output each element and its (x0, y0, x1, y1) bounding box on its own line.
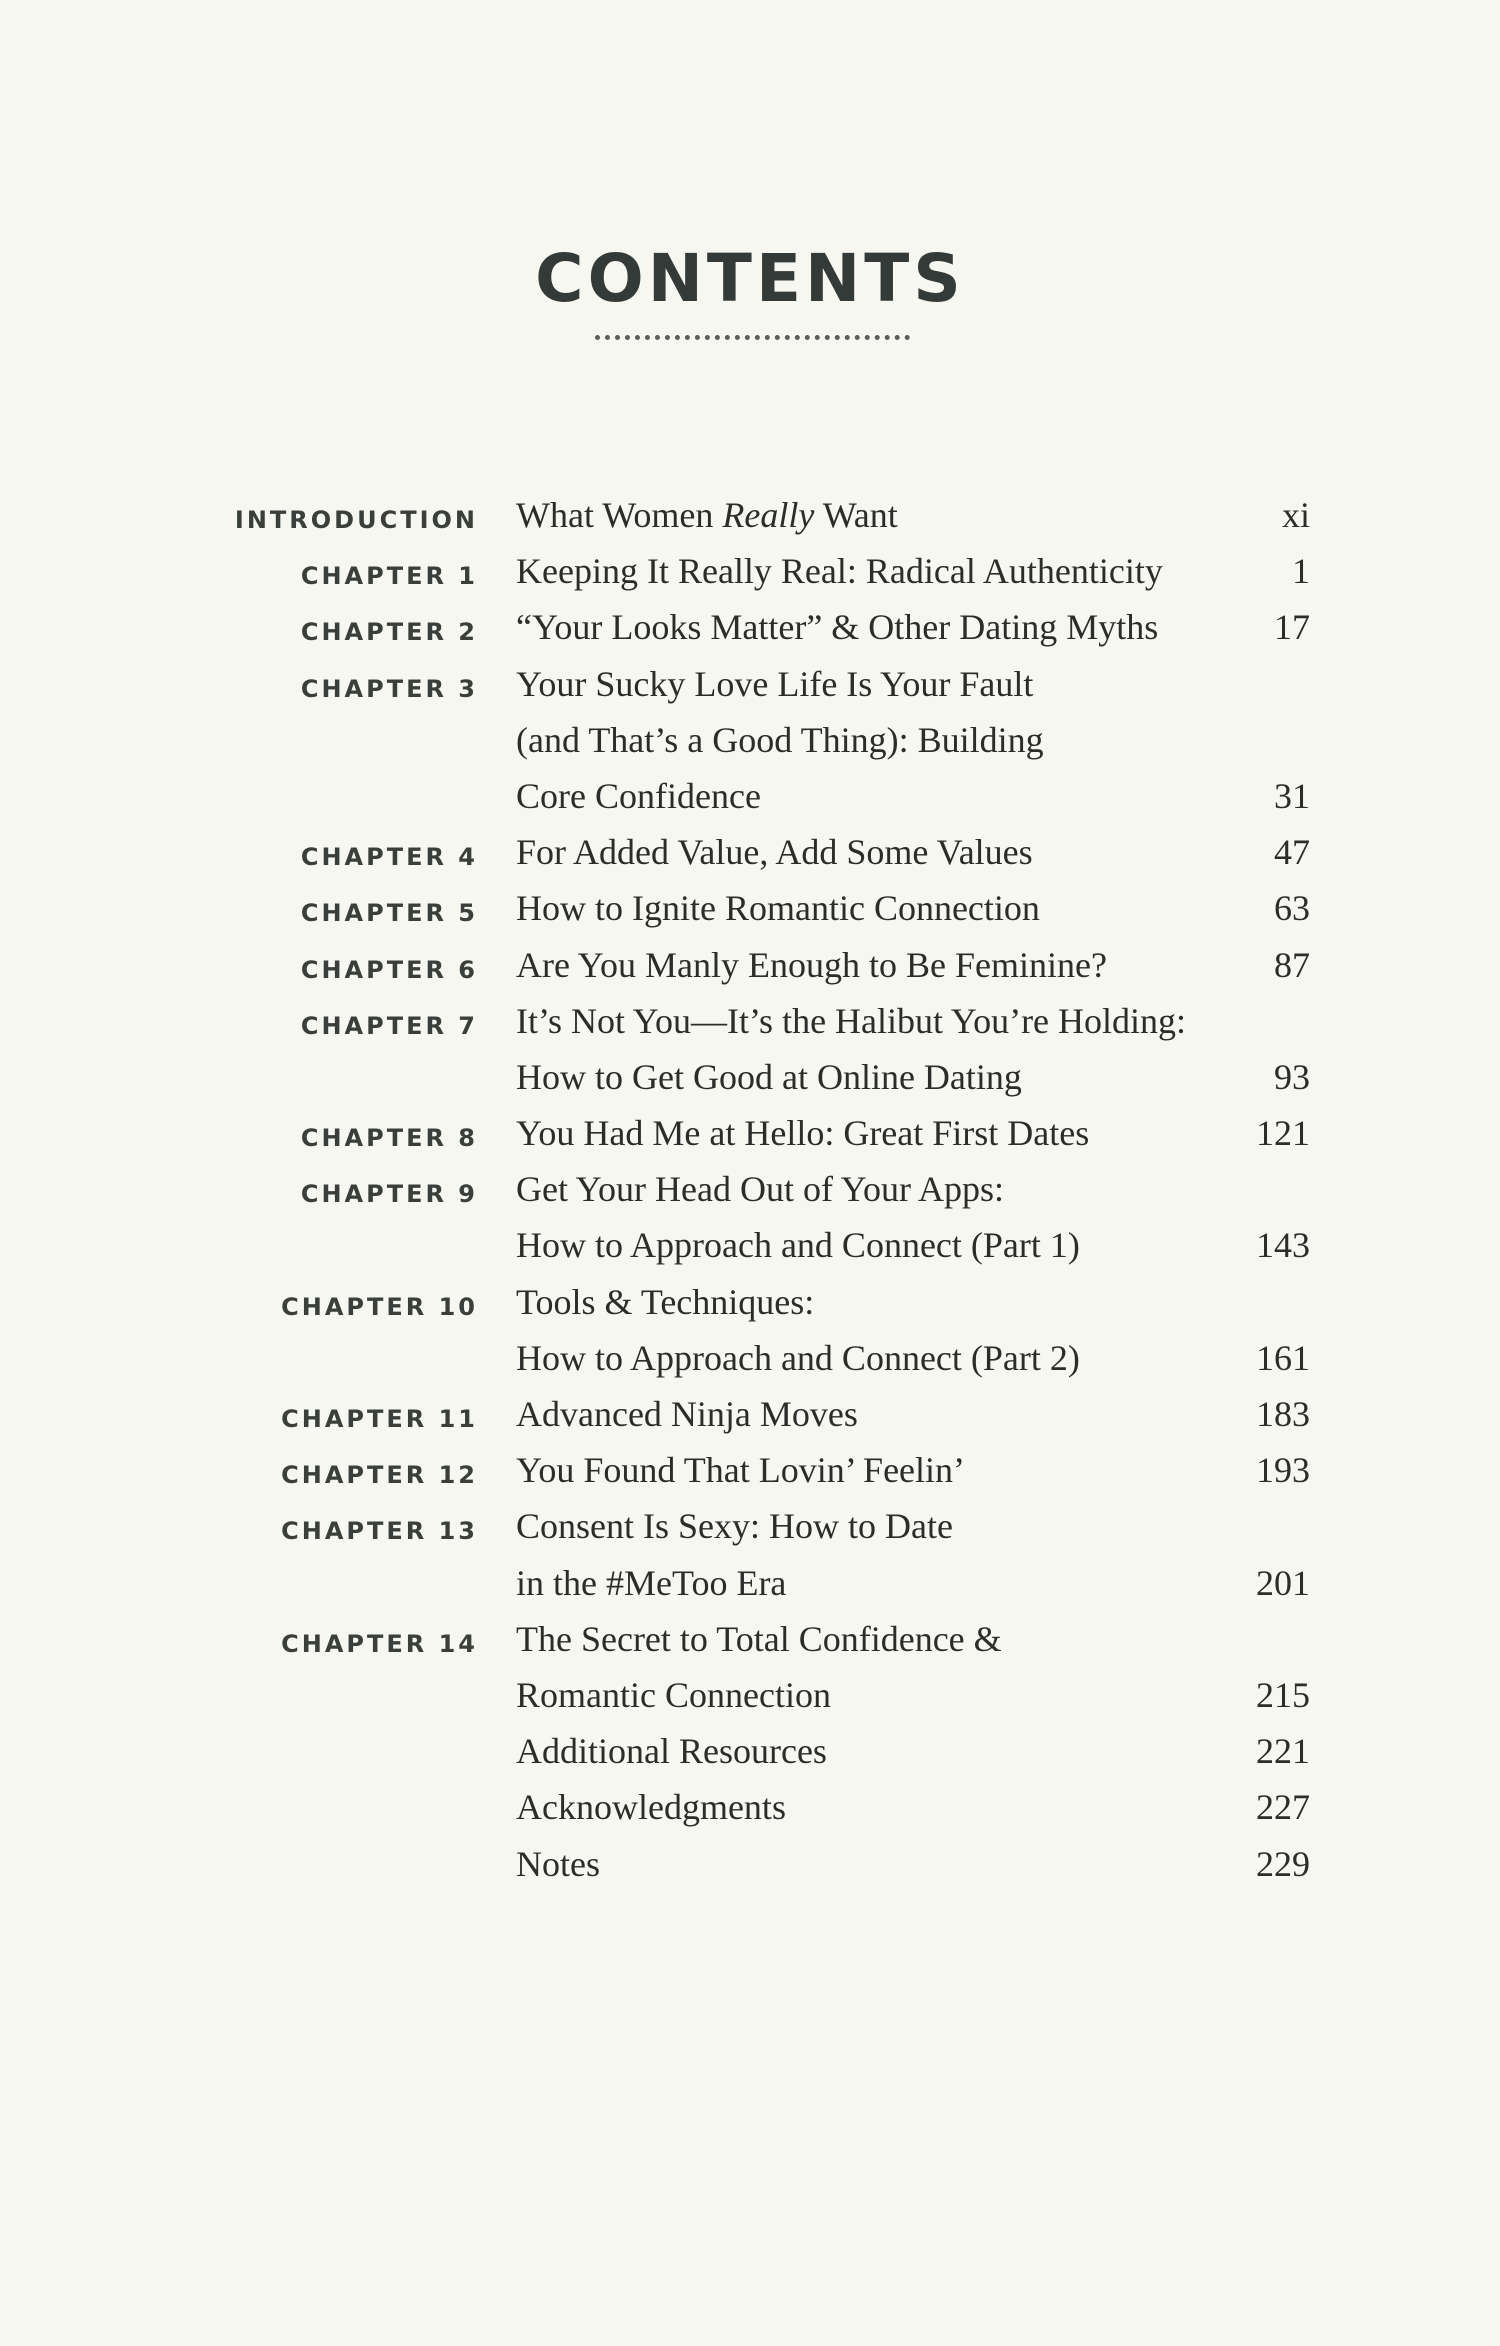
toc-row (0, 881, 1500, 937)
chapter-title: How to Get Good at Online Dating (516, 1056, 1022, 1097)
chapter-label: CHAPTER 4 (300, 843, 478, 872)
toc-row (0, 1499, 1500, 1555)
toc-row (0, 1443, 1500, 1499)
chapter-label: CHAPTER 14 (281, 1629, 478, 1658)
toc-row (0, 994, 1500, 1050)
page-number: 1 (1292, 551, 1310, 592)
page-number: 183 (1256, 1394, 1310, 1434)
page-number: 93 (1274, 1056, 1310, 1097)
page-number: 193 (1256, 1450, 1310, 1491)
chapter-title: For Added Value, Add Some Values (516, 832, 1033, 873)
toc-row (0, 825, 1500, 881)
chapter-title: (and That’s a Good Thing): Building (516, 719, 1044, 760)
chapter-label: CHAPTER 3 (300, 674, 478, 703)
toc-row (0, 938, 1500, 994)
chapter-title: Notes (516, 1843, 600, 1884)
toc-row (0, 1387, 1500, 1443)
chapter-title: Are You Manly Enough to Be Feminine? (516, 944, 1107, 985)
chapter-label: CHAPTER 2 (300, 618, 478, 647)
chapter-label: CHAPTER 7 (300, 1011, 478, 1040)
page-title: CONTENTS (535, 240, 965, 317)
chapter-label: INTRODUCTION (234, 506, 478, 534)
chapter-title: Keeping It Really Real: Radical Authenticity (516, 551, 1163, 592)
chapter-title: What Women Really Want (516, 495, 898, 535)
chapter-label: CHAPTER 6 (300, 955, 478, 984)
toc-row (0, 769, 1500, 825)
toc-row (0, 713, 1500, 769)
toc-row (0, 488, 1500, 544)
chapter-title: Core Confidence (516, 775, 761, 816)
page-number: xi (1281, 495, 1310, 535)
page-number: 161 (1256, 1337, 1310, 1378)
chapter-title: How to Approach and Connect (Part 1) (516, 1225, 1080, 1266)
chapter-title: Get Your Head Out of Your Apps: (516, 1169, 1005, 1210)
chapter-title: Romantic Connection (516, 1674, 831, 1715)
chapter-title: Your Sucky Love Life Is Your Fault (516, 663, 1034, 704)
chapter-title: Additional Resources (516, 1731, 827, 1772)
toc-row (0, 1275, 1500, 1331)
page-number: 47 (1274, 832, 1310, 873)
chapter-label: CHAPTER 9 (300, 1180, 478, 1209)
toc-row (0, 1218, 1500, 1274)
chapter-label: CHAPTER 1 (300, 562, 478, 591)
toc-row (0, 1780, 1500, 1836)
toc-row (0, 1050, 1500, 1106)
chapter-title: It’s Not You—It’s the Halibut You’re Holding: (516, 1000, 1187, 1041)
chapter-title: How to Approach and Connect (Part 2) (516, 1337, 1080, 1378)
dotted-rule (595, 335, 910, 340)
page-number: 215 (1256, 1674, 1310, 1715)
chapter-title: You Found That Lovin’ Feelin’ (516, 1450, 966, 1491)
page-number: 201 (1256, 1562, 1310, 1603)
page-number: 31 (1274, 775, 1310, 816)
page-number: 63 (1274, 888, 1310, 929)
page-number: 121 (1256, 1113, 1310, 1154)
chapter-label: CHAPTER 10 (281, 1292, 478, 1321)
toc-row (0, 1837, 1500, 1893)
page-number: 143 (1256, 1225, 1310, 1266)
chapter-label: CHAPTER 11 (281, 1405, 478, 1433)
chapter-title: in the #MeToo Era (516, 1562, 787, 1603)
chapter-title: Acknowledgments (516, 1787, 786, 1828)
chapter-title: Advanced Ninja Moves (516, 1394, 858, 1434)
chapter-title: You Had Me at Hello: Great First Dates (516, 1113, 1090, 1154)
toc-row (0, 1331, 1500, 1387)
page-number: 17 (1274, 607, 1310, 648)
page-number: 227 (1256, 1787, 1310, 1828)
page-number: 221 (1256, 1731, 1310, 1772)
toc-row (0, 600, 1500, 656)
toc-row (0, 657, 1500, 713)
toc-row (0, 544, 1500, 600)
chapter-title: Consent Is Sexy: How to Date (516, 1506, 953, 1547)
page-number: 87 (1274, 944, 1310, 985)
toc-row (0, 1556, 1500, 1612)
chapter-label: CHAPTER 5 (300, 899, 478, 928)
toc-row (0, 1668, 1500, 1724)
chapter-label: CHAPTER 8 (300, 1124, 478, 1153)
table-of-contents (0, 488, 1500, 1893)
chapter-label: CHAPTER 13 (281, 1517, 478, 1546)
chapter-title: The Secret to Total Confidence & (516, 1618, 1002, 1659)
toc-row (0, 1724, 1500, 1780)
chapter-label: CHAPTER 12 (281, 1461, 478, 1490)
chapter-title: How to Ignite Romantic Connection (516, 888, 1040, 929)
page-number: 229 (1256, 1843, 1310, 1884)
toc-row (0, 1162, 1500, 1218)
toc-row (0, 1106, 1500, 1162)
toc-row (0, 1612, 1500, 1668)
chapter-title: “Your Looks Matter” & Other Dating Myths (516, 607, 1159, 648)
chapter-title: Tools & Techniques: (516, 1281, 815, 1322)
